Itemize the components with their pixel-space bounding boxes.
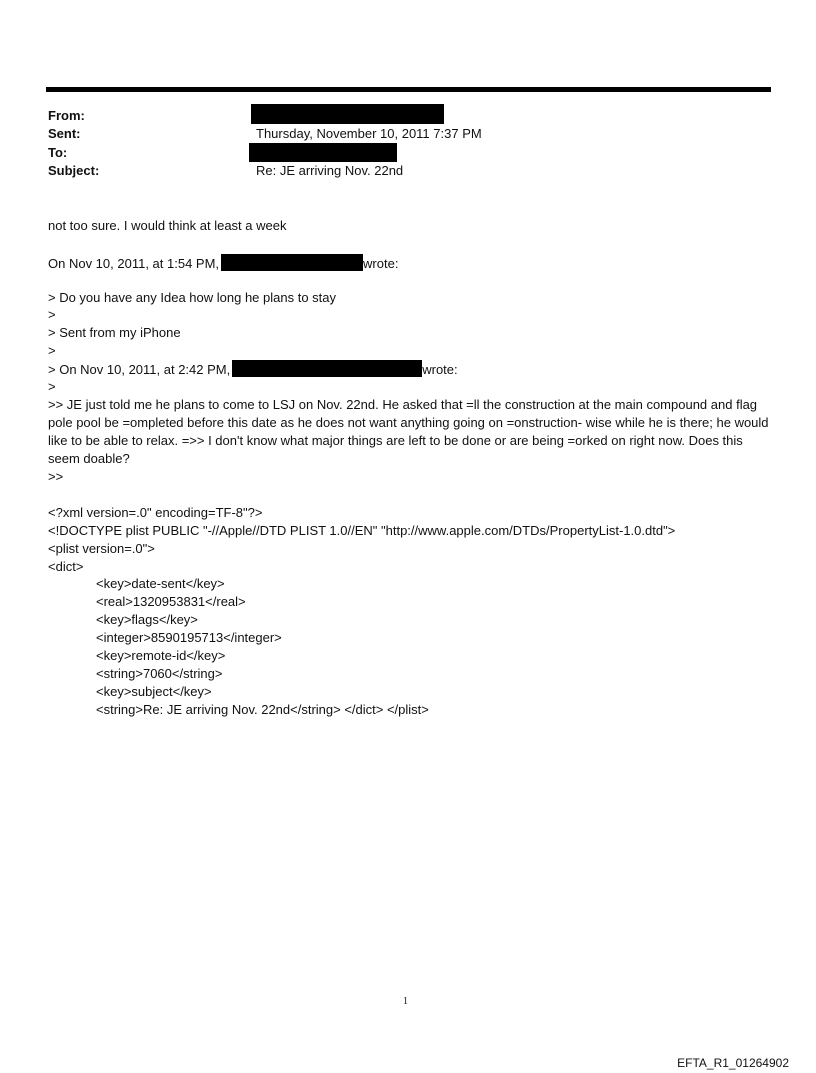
plist-line: <string>7060</string> (96, 666, 223, 681)
plist-line: <integer>8590195713</integer> (96, 630, 282, 645)
plist-line: <key>date-sent</key> (96, 576, 225, 591)
to-redaction (249, 143, 397, 162)
attribution-suffix: wrote: (422, 362, 458, 377)
quote-attribution-2 (48, 360, 458, 378)
plist-line: <key>subject</key> (96, 684, 212, 699)
from-label: From: (48, 108, 85, 123)
to-label: To: (48, 145, 68, 160)
quoted-paragraph: >> JE just told me he plans to come to LSJ on Nov. 22nd. He asked that =ll the construction at the main compound and flag pole pool be =ompleted before this date as he does not want anything going on =onstruction- wise while he is there; he would like to be able to relax. =>> I don't know what major things are left to be done or are being =orked on right now. Does this seem doable? (48, 397, 769, 466)
plist-line: <dict> (48, 559, 84, 574)
sender-redaction (221, 254, 363, 271)
quote-line: > (48, 307, 56, 322)
reply-text: not too sure. I would think at least a week (48, 218, 287, 233)
plist-line: <plist version=.0"> (48, 541, 155, 556)
sender-redaction (232, 360, 422, 377)
quote-attribution-1 (48, 254, 398, 272)
page-number: 1 (403, 996, 408, 1007)
plist-line: <string>Re: JE arriving Nov. 22nd</string> </dict> </plist> (96, 702, 429, 717)
subject-value: Re: JE arriving Nov. 22nd (256, 163, 404, 178)
plist-line: <key>remote-id</key> (96, 648, 226, 663)
plist-line: <!DOCTYPE plist PUBLIC "-//Apple//DTD PLIST 1.0//EN" "http://www.apple.com/DTDs/PropertyList-1.0.dtd"> (48, 523, 676, 538)
sent-value: Thursday, November 10, 2011 7:37 PM (256, 126, 482, 141)
header-divider (46, 87, 771, 92)
attribution-prefix: On Nov 10, 2011, at 1:54 PM, (48, 256, 220, 271)
plist-line: <key>flags</key> (96, 612, 198, 627)
subject-label: Subject: (48, 163, 100, 178)
sent-label: Sent: (48, 126, 81, 141)
quote-line: > (48, 343, 56, 358)
plist-line: <?xml version=.0" encoding=TF-8"?> (48, 505, 263, 520)
attribution-suffix: wrote: (363, 256, 399, 271)
from-redaction (251, 104, 444, 124)
quote-line: > (48, 379, 56, 394)
quote-line: > Sent from my iPhone (48, 325, 181, 340)
document-id: EFTA_R1_01264902 (677, 1056, 789, 1070)
plist-line: <real>1320953831</real> (96, 594, 246, 609)
quote-line: >> (48, 469, 64, 484)
quote-line: > Do you have any Idea how long he plans to stay (48, 290, 336, 305)
attribution-prefix: > On Nov 10, 2011, at 2:42 PM, (48, 362, 231, 377)
